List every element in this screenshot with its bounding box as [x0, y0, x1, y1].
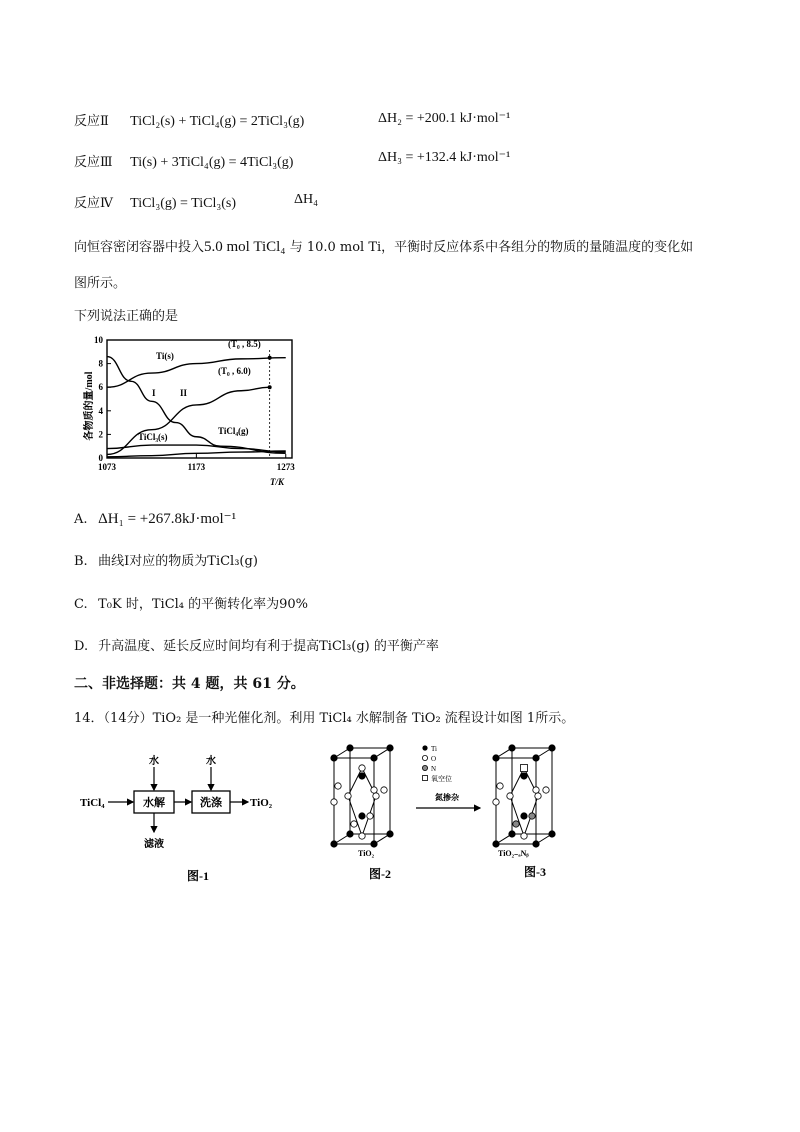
atom: [533, 787, 539, 793]
svg-text:N: N: [431, 765, 437, 773]
svg-text:水解: 水解: [143, 797, 165, 809]
atom: [331, 841, 337, 847]
curve-label-ti: Ti(s): [156, 351, 174, 361]
oxygen-vacancy: [521, 765, 528, 772]
flow-output: TiO₂: [250, 797, 273, 809]
reaction-3: 反应Ⅲ Ti(s) + 3TiCl₄(g) = 4TiCl₃(g) ΔH₃ = +132.4 kJ·mol⁻¹: [74, 150, 511, 170]
x-tick-label: 1173: [187, 462, 206, 472]
atom: [535, 793, 541, 799]
atom: [345, 793, 351, 799]
x-tick-label: 1273: [276, 462, 295, 472]
atom: [359, 813, 365, 819]
atom: [543, 787, 549, 793]
svg-text:O: O: [431, 755, 437, 763]
atom: [529, 813, 535, 819]
curve-label-i: I: [152, 388, 156, 398]
reaction-4: 反应Ⅳ TiCl₃(g) = TiCl₃(s) ΔH₄: [74, 192, 318, 211]
reaction-2: 反应Ⅱ TiCl₂(s) + TiCl₄(g) = 2TiCl₃(g) ΔH₂ = +200.1 kJ·mol⁻¹: [74, 111, 511, 129]
fig2-formula: TiO₂: [358, 849, 375, 858]
y-tick-label: 6: [98, 382, 103, 393]
atom: [493, 841, 499, 847]
option-b: B. 曲线Ⅰ对应的物质为TiCl₃(g): [74, 554, 258, 569]
atom: [521, 813, 527, 819]
svg-text:水: 水: [206, 756, 216, 767]
question-stem: 下列说法正确的是: [74, 309, 179, 324]
atom: [513, 821, 519, 827]
atom: [521, 833, 527, 839]
svg-text:氧空位: 氧空位: [431, 775, 452, 783]
atom: [371, 755, 377, 761]
question-14: 14．（14分）TiO₂ 是一种光催化剂。利用 TiCl₄ 水解制备 TiO₂ 流程设计如图 1所示。: [74, 711, 575, 726]
atom: [359, 773, 365, 779]
svg-text:水: 水: [149, 756, 159, 767]
atom: [381, 787, 387, 793]
y-tick-label: 2: [98, 429, 103, 440]
y-tick-label: 0: [98, 453, 103, 463]
annotation-t0-60: (T₀ , 6.0): [218, 366, 251, 376]
atom: [509, 831, 515, 837]
atom: [493, 799, 499, 805]
y-tick-label: 8: [98, 358, 103, 369]
flow-waste: 滤液: [144, 839, 164, 850]
atom: [387, 745, 393, 751]
crystal-figures: [322, 736, 568, 886]
fig3-formula: TiO₂₋ₐNᵦ: [498, 849, 529, 858]
atom: [359, 833, 365, 839]
svg-text:洗涤: 洗涤: [200, 797, 222, 809]
x-tick-label: 1073: [98, 462, 116, 472]
fig1-caption: 图-1: [187, 869, 209, 883]
atom: [335, 783, 341, 789]
atom: [347, 745, 353, 751]
y-tick-label: 10: [94, 335, 103, 345]
option-a: A. ΔH₁ = +267.8kJ·mol⁻¹: [74, 511, 237, 527]
atom: [331, 755, 337, 761]
section-heading: 二、非选择题：共 4 题，共 61 分。: [74, 676, 305, 692]
atom: [507, 793, 513, 799]
atom: [387, 831, 393, 837]
annotation-t0-85: (T₀ , 8.5): [228, 339, 261, 349]
atom: [533, 755, 539, 761]
intro-line-2: 图所示。: [74, 276, 127, 291]
atom: [347, 831, 353, 837]
fig2-caption: 图-2: [369, 867, 391, 881]
y-axis-label: 各物质的量/mol: [84, 371, 95, 441]
atom: [549, 745, 555, 751]
fig3-caption: 图-3: [524, 865, 546, 879]
atom: [359, 765, 365, 771]
atom: [373, 793, 379, 799]
atom: [371, 841, 377, 847]
svg-text:Ti: Ti: [431, 745, 437, 753]
atom: [497, 783, 503, 789]
atom: [509, 745, 515, 751]
intro-line: 向恒容密闭容器中投入5.0 mol TiCl₄ 与 10.0 mol Ti，平衡时反应体系中各组分的物质的量随温度的变化如: [74, 239, 694, 255]
atom: [493, 755, 499, 761]
curve-label-ticl3s: TiCl₃(s): [138, 432, 168, 442]
atom: [521, 773, 527, 779]
legend: [422, 745, 452, 783]
flow-input: TiCl₄: [80, 797, 105, 809]
curve-label-ticl4: TiCl₄(g): [218, 426, 249, 436]
atom: [367, 813, 373, 819]
atom: [549, 831, 555, 837]
flow-diagram: [78, 752, 293, 887]
atom: [533, 841, 539, 847]
series-line-1: [107, 358, 286, 388]
option-c: C. T₀K 时，TiCl₄ 的平衡转化率为90%: [74, 597, 309, 612]
y-tick-label: 4: [98, 405, 103, 416]
atom: [331, 799, 337, 805]
equilibrium-chart: [82, 326, 302, 488]
atom: [371, 787, 377, 793]
curve-label-ii: II: [180, 388, 188, 398]
doping-label: 氮掺杂: [435, 793, 459, 802]
option-d: D. 升高温度、延长反应时间均有利于提高TiCl₃(g) 的平衡产率: [74, 639, 439, 654]
x-axis-label: T/K: [270, 477, 285, 487]
atom: [351, 821, 357, 827]
